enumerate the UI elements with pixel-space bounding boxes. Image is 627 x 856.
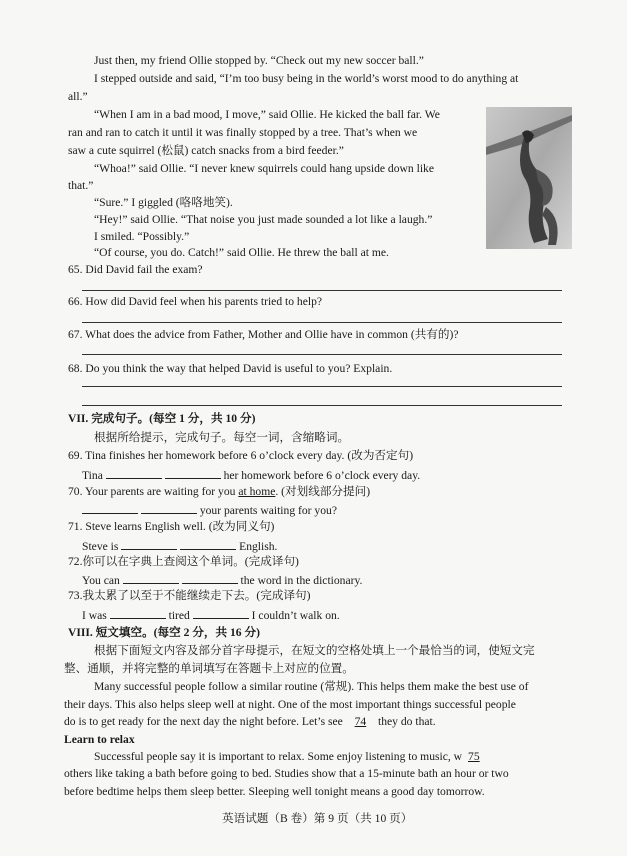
- sentence-70-answer: [82, 502, 337, 518]
- passage-text: Successful people say it is important to relax. Some enjoy listening to music, w: [94, 750, 463, 763]
- answer-line[interactable]: [82, 322, 562, 323]
- blank[interactable]: [182, 572, 238, 584]
- answer-line[interactable]: [82, 290, 562, 291]
- section-7-title: VII. 完成句子。(每空 1 分，共 10 分): [68, 412, 256, 425]
- answer-line[interactable]: [82, 354, 562, 355]
- passage-heading: Learn to relax: [64, 733, 135, 746]
- sentence-69-answer: [82, 467, 420, 483]
- answer-prefix: You can: [82, 574, 120, 587]
- passage-line: others like taking a bath before going to bed. Studies show that a 15-minute bath an hour or two: [64, 767, 509, 780]
- answer-line[interactable]: [82, 386, 562, 387]
- question-68: 68. Do you think the way that helped David is useful to you? Explain.: [68, 362, 393, 375]
- question-67: 67. What does the advice from Father, Mother and Ollie have in common (共有的)?: [68, 328, 459, 341]
- answer-suffix: I couldn’t walk on.: [251, 609, 340, 622]
- blank-75[interactable]: 75: [468, 750, 480, 763]
- blank[interactable]: [121, 538, 177, 550]
- sentence-70: [68, 485, 370, 499]
- blank-74[interactable]: 74: [354, 715, 367, 728]
- passage-line: Many successful people follow a similar routine (常规). This helps them make the best use of: [94, 680, 529, 693]
- blank[interactable]: [141, 502, 197, 514]
- answer-suffix: the word in the dictionary.: [240, 574, 363, 587]
- blank[interactable]: [106, 467, 162, 479]
- answer-prefix: Tina: [82, 469, 103, 482]
- sentence-text: . (对划线部分提问): [275, 485, 371, 498]
- story-line: all.”: [68, 90, 88, 103]
- answer-mid: tired: [168, 609, 190, 622]
- answer-suffix: English.: [239, 540, 278, 553]
- blank[interactable]: [193, 607, 249, 619]
- sentence-69: 69. Tina finishes her homework before 6 o’clock every day. (改为否定句): [68, 449, 414, 462]
- passage-line: before bedtime helps them sleep better. Sleeping well tonight means a good day tomorrow.: [64, 785, 485, 798]
- answer-prefix: I was: [82, 609, 107, 622]
- story-line: I smiled. “Possibly.”: [94, 230, 190, 243]
- answer-suffix: her homework before 6 o’clock every day.: [223, 469, 421, 482]
- section-7-instruction: 根据所给提示，完成句子。每空一词，含缩略词。: [94, 431, 350, 444]
- sentence-73: 73.我太累了以至于不能继续走下去。(完成译句): [68, 589, 311, 602]
- squirrel-image: [486, 107, 572, 249]
- question-66: 66. How did David feel when his parents tried to help?: [68, 295, 323, 308]
- story-line: “When I am in a bad mood, I move,” said Ollie. He kicked the ball far. We: [94, 108, 440, 121]
- question-65: 65. Did David fail the exam?: [68, 263, 203, 276]
- story-line: I stepped outside and said, “I’m too busy being in the world’s worst mood to do anything at: [94, 72, 519, 85]
- blank[interactable]: [123, 572, 179, 584]
- story-line: “Hey!” said Ollie. “That noise you just made sounded a lot like a laugh.”: [94, 213, 433, 226]
- section-8-instruction: 整、通顺，并将完整的单词填写在答题卡上对应的位置。: [64, 662, 354, 675]
- sentence-72-answer: [82, 572, 362, 588]
- passage-line: [64, 715, 436, 729]
- blank[interactable]: [180, 538, 236, 550]
- blank[interactable]: [82, 502, 138, 514]
- answer-suffix: your parents waiting for you?: [199, 504, 337, 517]
- sentence-72: 72.你可以在字典上查阅这个单词。(完成译句): [68, 555, 299, 568]
- sentence-text: 70. Your parents are waiting for you: [68, 485, 239, 498]
- section-8-instruction: 根据下面短文内容及部分首字母提示，在短文的空格处填上一个最恰当的词，使短文完: [94, 644, 535, 657]
- story-line: ran and ran to catch it until it was finally stopped by a tree. That’s when we: [68, 126, 418, 139]
- story-line: that.”: [68, 179, 94, 192]
- passage-text: they do that.: [378, 715, 436, 728]
- passage-line: their days. This also helps sleep well at night. One of the most important things successful people: [64, 698, 516, 711]
- answer-line[interactable]: [82, 405, 562, 406]
- section-8-title: VIII. 短文填空。(每空 2 分，共 16 分): [68, 626, 260, 639]
- answer-prefix: Steve is: [82, 540, 119, 553]
- sentence-71-answer: [82, 538, 277, 554]
- passage-line: [94, 750, 486, 764]
- story-line: saw a cute squirrel (松鼠) catch snacks from a bird feeder.”: [68, 144, 344, 157]
- story-line: “Of course, you do. Catch!” said Ollie. He threw the ball at me.: [94, 246, 389, 259]
- sentence-71: 71. Steve learns English well. (改为同义句): [68, 520, 275, 533]
- page-footer: 英语试题（B 卷）第 9 页（共 10 页）: [222, 812, 413, 825]
- underlined-part: at home: [238, 485, 276, 498]
- blank[interactable]: [165, 467, 221, 479]
- blank[interactable]: [110, 607, 166, 619]
- story-line: “Whoa!” said Ollie. “I never knew squirrels could hang upside down like: [94, 162, 434, 175]
- passage-text: do is to get ready for the next day the night before. Let’s see: [64, 715, 343, 728]
- story-line: Just then, my friend Ollie stopped by. “Check out my new soccer ball.”: [94, 54, 424, 67]
- sentence-73-answer: [82, 607, 340, 623]
- story-line: “Sure.” I giggled (咯咯地笑).: [94, 196, 233, 209]
